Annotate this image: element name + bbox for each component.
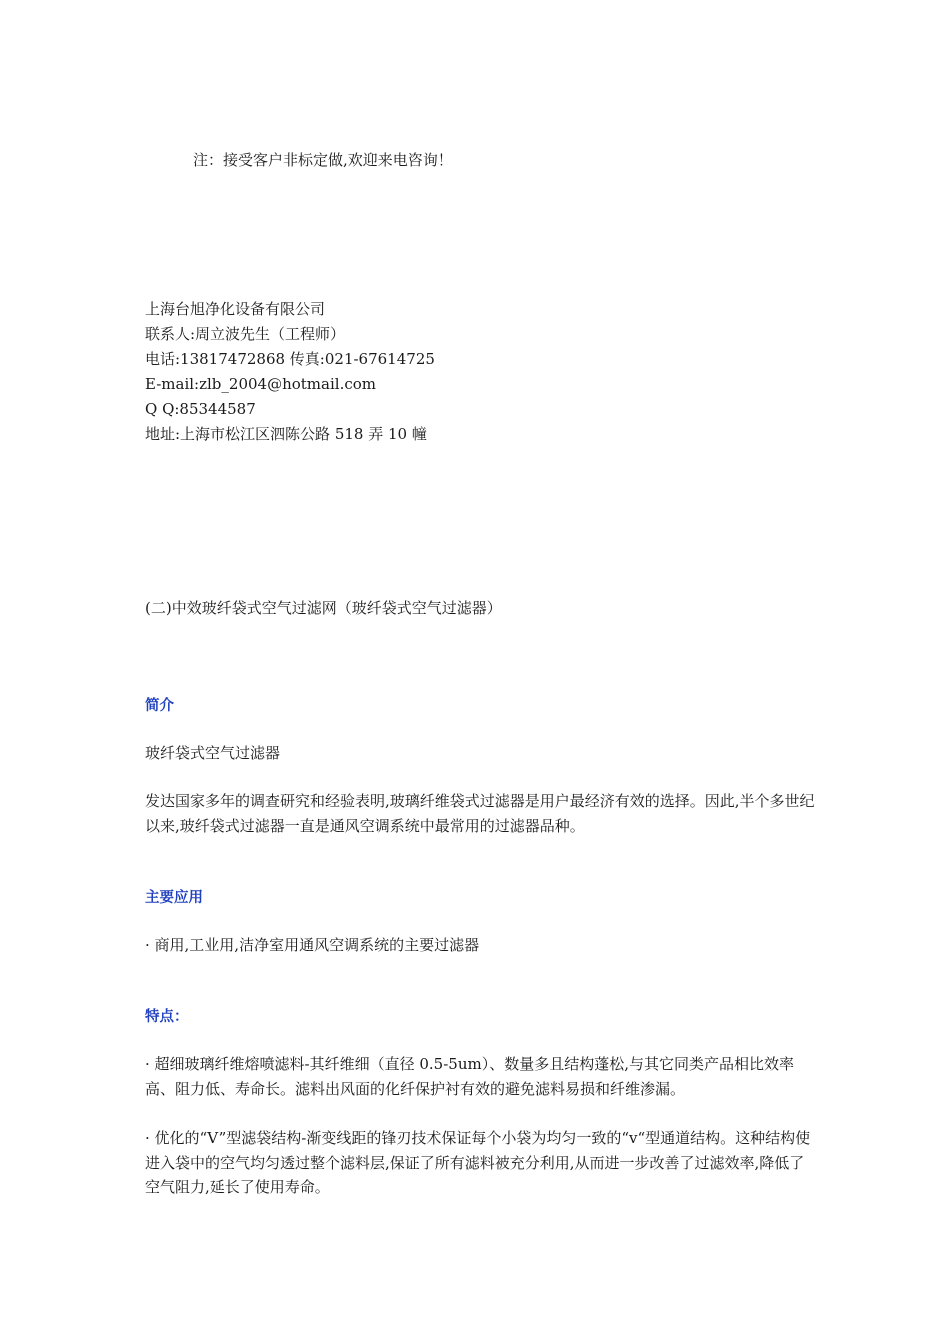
product-name: 玻纤袋式空气过滤器: [145, 744, 281, 762]
applications-heading: 主要应用: [145, 890, 203, 906]
features-heading: 特点：: [145, 1009, 189, 1025]
company-name: 上海台旭净化设备有限公司: [145, 300, 326, 318]
custom-order-note: 注：接受客户非标定做,欢迎来电咨询！: [193, 151, 453, 169]
qq-number: Q Q:85344587: [145, 400, 256, 418]
applications-item: · 商用,工业用,洁净室用通风空调系统的主要过滤器: [145, 936, 480, 954]
email-address: E-mail:zlb_2004@hotmail.com: [145, 375, 376, 393]
section-title: (二)中效玻纤袋式空气过滤网（玻纤袋式空气过滤器）: [145, 599, 502, 617]
contact-person: 联系人:周立波先生（工程师）: [145, 325, 346, 343]
feature-item-filter-media: · 超细玻璃纤维熔喷滤料-其纤维细（直径 0.5-5um）、数量多且结构蓬松,与其它同类产品相比效率高、阻力低、寿命长。滤料出风面的化纤保护衬有效的避免滤料易损和纤维渗漏。: [145, 1055, 794, 1098]
contact-block: [145, 297, 435, 447]
intro-heading: 简介: [145, 698, 174, 714]
phone-fax: 电话:13817472868 传真:021-67614725: [145, 350, 435, 368]
intro-paragraph: 发达国家多年的调查研究和经验表明,玻璃纤维袋式过滤器是用户最经济有效的选择。因此,半个多世纪以来,玻纤袋式过滤器一直是通风空调系统中最常用的过滤器品种。: [145, 792, 815, 835]
postal-address: 地址:上海市松江区泗陈公路 518 弄 10 幢: [145, 425, 427, 443]
feature-item-v-bag-structure: · 优化的“V”型滤袋结构-渐变线距的锋刃技术保证每个小袋为均匀一致的“v“型通道结构。这种结构使进入袋中的空气均匀透过整个滤料层,保证了所有滤料被充分利用,从而进一步改善了过滤效率,降低了空气阻力,延长了使用寿命。: [145, 1129, 811, 1196]
